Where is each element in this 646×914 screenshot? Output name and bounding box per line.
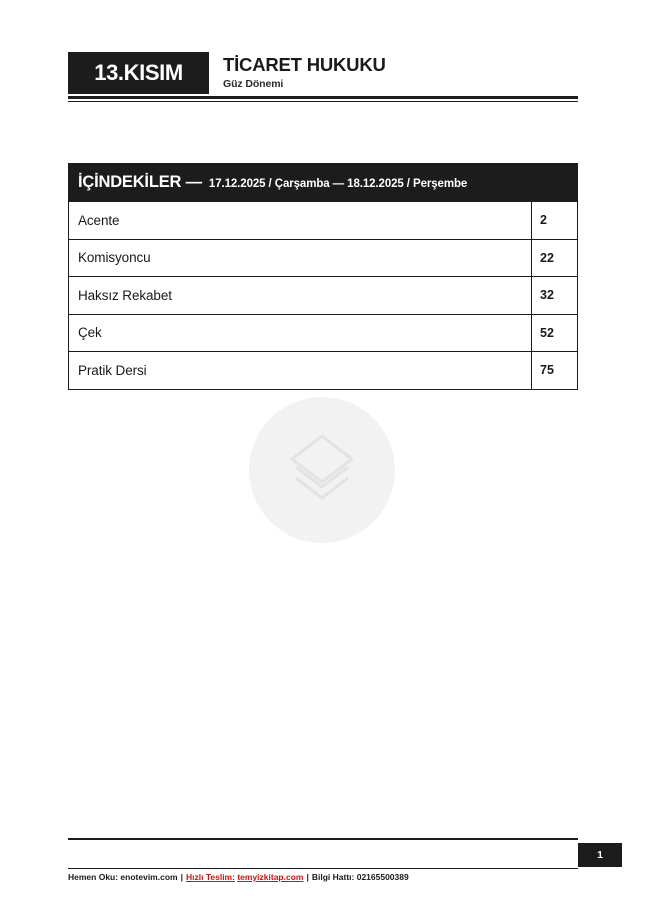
- table-row[interactable]: [69, 351, 577, 389]
- header-text-group: [223, 55, 386, 90]
- toc-entry-page: 75: [531, 352, 577, 389]
- watermark-circle: [249, 397, 395, 543]
- toc-entry-page: 32: [531, 277, 577, 314]
- footer-contact-line: [68, 872, 588, 882]
- footer-separator: |: [306, 872, 309, 882]
- table-of-contents: [68, 163, 578, 390]
- toc-entry-page: 2: [531, 202, 577, 239]
- table-row[interactable]: [69, 201, 577, 239]
- page-number: 1: [578, 843, 622, 867]
- document-subtitle: Güz Dönemi: [223, 78, 284, 91]
- table-row[interactable]: [69, 276, 577, 314]
- toc-entry-label: Pratik Dersi: [78, 362, 147, 378]
- toc-entry-page: 52: [531, 315, 577, 352]
- document-header: [68, 52, 578, 104]
- toc-entry-label: Çek: [78, 325, 102, 341]
- toc-entry-page: 22: [531, 240, 577, 277]
- footer-info-label: Bilgi Hattı: 02165500389: [311, 872, 409, 882]
- footer-delivery-link[interactable]: temyizkitap.com: [237, 872, 304, 882]
- toc-entry-label: Komisyoncu: [78, 250, 151, 266]
- footer-delivery-label: Hızlı Teslim:: [185, 872, 235, 882]
- table-row[interactable]: [69, 314, 577, 352]
- toc-date-range: 17.12.2025 / Çarşamba — 18.12.2025 / Perşembe: [208, 177, 468, 190]
- footer-separator: |: [180, 872, 183, 882]
- toc-entry-label: Acente: [78, 212, 120, 228]
- header-rule-thin: [68, 101, 578, 102]
- footer-read-label: Hemen Oku: enotevim.com: [68, 872, 178, 882]
- section-badge: 13.KISIM: [68, 52, 209, 94]
- footer-rule: [68, 838, 578, 840]
- toc-header: [69, 164, 577, 201]
- header-rule-thick: [68, 96, 578, 99]
- toc-heading: İÇİNDEKİLER —: [78, 173, 202, 191]
- table-row[interactable]: [69, 239, 577, 277]
- toc-entry-label: Haksız Rekabet: [78, 287, 172, 303]
- document-title: TİCARET HUKUKU: [223, 54, 386, 75]
- footer-rule-bottom: [68, 868, 578, 869]
